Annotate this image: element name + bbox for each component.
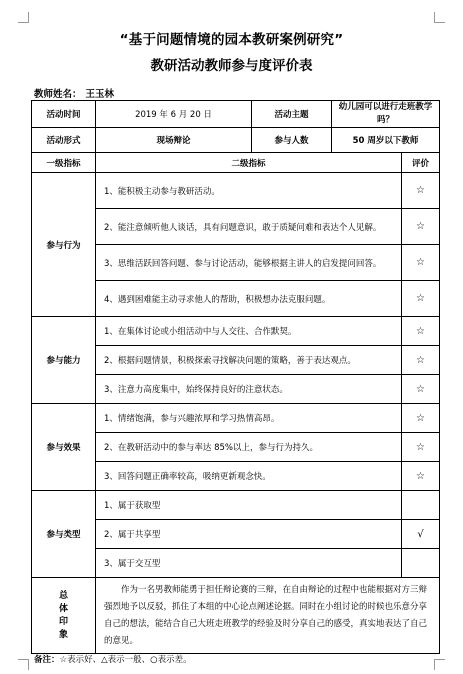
time-value: 2019 年 6 月 20 日 [96,101,252,128]
criteria-row [32,317,440,346]
people-value: 50 周岁以下教师 [332,128,440,153]
level2-indicator: 1、能积极主动参与教研活动。 [96,173,402,209]
rating-cell: ☆ [402,433,440,462]
level2-indicator: 2、根据问题情景，积极探索寻找解决问题的策略，善于表达观点。 [96,346,402,375]
level2-indicator: 3、属于交互型 [96,549,402,578]
criteria-row [32,173,440,209]
level2-indicator: 3、回答问题正确率较高，吸纳更新观念快。 [96,462,402,491]
footnote-text: ☆表示好、△表示一般、○表示差。 [59,655,192,665]
criteria-row [32,491,440,520]
info-row-1 [32,101,440,128]
level2-indicator: 3、注意力高度集中，始终保持良好的注意状态。 [96,375,402,404]
rating-cell: ☆ [402,317,440,346]
level2-indicator: 2、属于共享型 [96,520,402,549]
corner-mark-bottom-right [434,659,445,670]
footnote [34,653,192,665]
summary-label-char: 总 [58,590,68,601]
summary-text: 作为一名男教师能勇于担任辩论赛的三辩，在自由辩论的过程中也能根据对方三辩强烈地予以反驳，抓住了本组的中心论点阐述论据。同时在小组讨论的时候也乐意分享自己的想法，能结合自己大班走班教学的经验及时分享自己的感受，真实地表达了自己的意见。 [96,578,440,654]
theme-value: 幼儿园可以进行走班教学吗？ [332,101,440,128]
rating-cell: ☆ [402,209,440,245]
header-level1: 一级指标 [32,153,96,173]
info-row-2 [32,128,440,153]
level2-indicator: 4、遇到困难能主动寻求他人的帮助，积极想办法克服问题。 [96,281,402,317]
header-level2: 二级指标 [96,153,402,173]
header-row [32,153,440,173]
rating-cell: ☆ [402,375,440,404]
rating-cell: ☆ [402,245,440,281]
corner-mark-top-right [434,12,445,23]
rating-cell: ☆ [402,404,440,433]
header-rating: 评价 [402,153,440,173]
summary-row [32,578,440,654]
rating-cell [402,491,440,520]
criteria-row [32,404,440,433]
level2-indicator: 1、情绪饱满，参与兴趣浓厚和学习热情高昂。 [96,404,402,433]
summary-label-char: 印 [58,616,68,627]
corner-mark-top-left [18,12,29,23]
level1-indicator: 参与行为 [32,173,96,317]
theme-label: 活动主题 [252,101,332,128]
form-label: 活动形式 [32,128,96,153]
rating-cell [402,549,440,578]
people-label: 参与人数 [252,128,332,153]
level2-indicator: 2、在教研活动中的参与率达 85%以上，参与行为持久。 [96,433,402,462]
level1-indicator: 参与效果 [32,404,96,491]
summary-label-char: 象 [58,629,68,640]
level2-indicator: 1、属于获取型 [96,491,402,520]
teacher-name-label: 教师姓名： [34,89,82,100]
footnote-label: 备注： [34,655,60,665]
level2-indicator: 3、思维活跃回答问题、参与讨论活动，能够根据主讲人的启发提问回答。 [96,245,402,281]
level1-indicator: 参与能力 [32,317,96,404]
rating-cell: ☆ [402,281,440,317]
rating-cell: ☆ [402,462,440,491]
document-title: “基于问题情境的园本教研案例研究” [119,32,344,48]
document-subtitle: 教研活动教师参与度评价表 [150,58,313,74]
evaluation-table [31,100,440,654]
rating-cell: ☆ [402,173,440,209]
form-value: 现场辩论 [96,128,252,153]
summary-label-char: 体 [58,603,68,614]
level1-indicator: 参与类型 [32,491,96,578]
corner-mark-bottom-left [18,659,29,670]
rating-cell: √ [402,520,440,549]
teacher-name-value: 王玉林 [85,89,115,100]
summary-label [32,578,96,654]
teacher-name-line [34,86,118,100]
level2-indicator: 1、在集体讨论或小组活动中与人交往、合作默契。 [96,317,402,346]
rating-cell: ☆ [402,346,440,375]
level2-indicator: 2、能注意倾听他人谈话，具有问题意识，敢于质疑问难和表达个人见解。 [96,209,402,245]
time-label: 活动时间 [32,101,96,128]
